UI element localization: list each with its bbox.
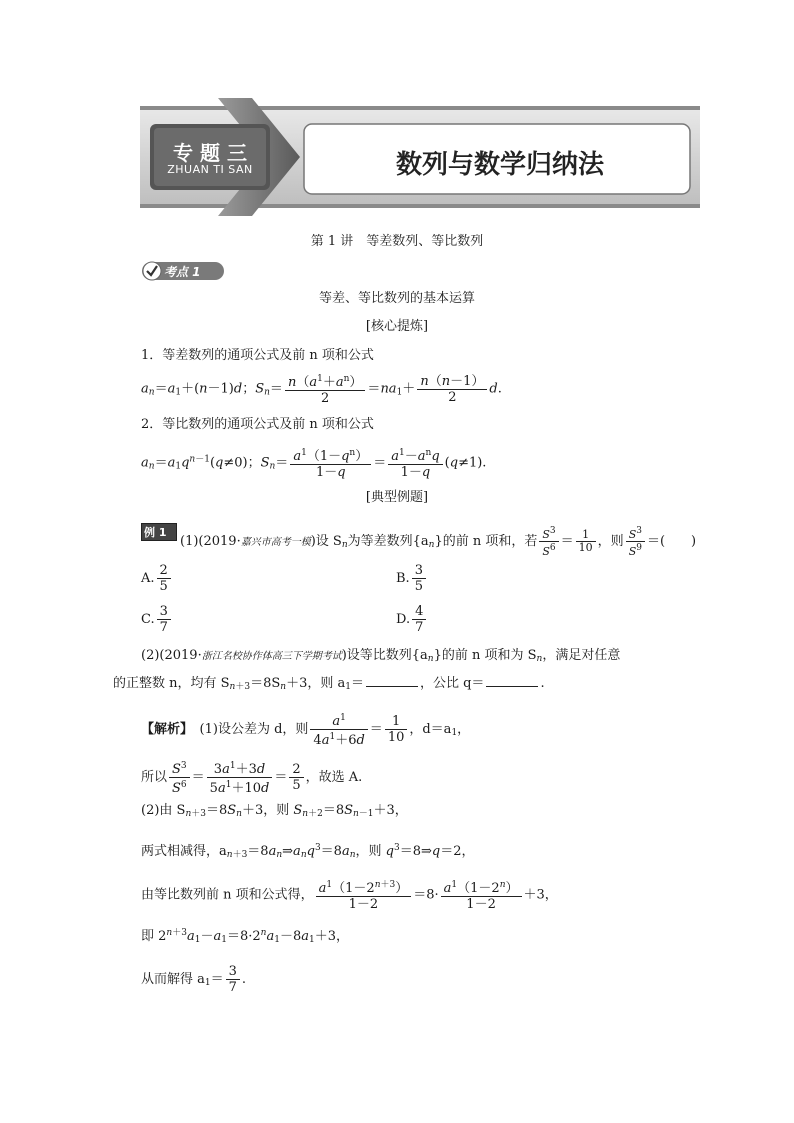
core-label: [核心提炼]	[365, 319, 429, 334]
solution-s1b: ，d＝a	[409, 722, 452, 737]
q2-source: 浙江名校协作体高三下学期考试	[201, 651, 342, 662]
item-1: 1．等差数列的通项公式及前 n 项和公式	[141, 348, 374, 363]
q1-text3: }的前 n 项和，若	[434, 534, 538, 549]
solution-line-3: (2)由 $S_{n+3}=8S_n+3$，则 $S_{n+2}=8S_{n-1}+3$，	[141, 803, 408, 819]
solution-line-1: 【解析】 (1)设公差为 d，则 $\frac{a^1}{4a^1+6d}$ ＝ $\frac{1}{10}$ ，$d=a_1$，	[141, 713, 471, 748]
geo-formula: $a_n=a_1q^{n-1}(q\ne 0)$；$S_n=$ $\frac{a^1(1-q^n)}{1-q}$ ＝ $\frac{a^1-a^nq}{1-q}$ (q≠1).	[141, 448, 487, 480]
q1-text4: ，则	[597, 534, 624, 549]
option-a-letter: A.	[141, 571, 155, 586]
solution-line-2: 所以 $\frac{S^3}{S^6}$ ＝ $\frac{3a^1+3d}{5a^1+10d}$ ＝ $\frac{2}{5}$ ，故选 A.	[141, 761, 363, 796]
option-b-letter: B.	[396, 571, 410, 586]
q2-line2f: .	[540, 676, 545, 691]
solution-s1a: (1)设公差为 d，则	[199, 722, 309, 737]
example-label: [典型例题]	[365, 490, 429, 505]
question-2-line2: 的正整数 n，均有 $S_{n+3}=8S_n+3$，则 $a_1=$ ，公比 q＝ .	[113, 676, 545, 692]
solution-s7a: 从而解得 a	[141, 972, 205, 987]
arith-formula: $a_n=a_1+(n-1)d$；$S_n=$ $\frac{n(a^1+a^n)}{2}$ $=na_1+$ $\frac{n(n-1)}{2}$ d.	[141, 373, 502, 406]
option-d[interactable]: D. $\frac{4}{7}$	[396, 604, 428, 635]
solution-s4: 两式相减得，a	[141, 844, 227, 859]
option-d-letter: D.	[396, 612, 411, 627]
q2-line2e: ，公比 q＝	[419, 676, 485, 691]
topic-pinyin: ZHUAN TI SAN	[167, 163, 253, 176]
kaodian-badge-label: 考点 1	[164, 265, 201, 279]
q2-prefix: (2)(2019·	[141, 648, 202, 663]
answer-blank-a1[interactable]	[366, 675, 418, 687]
solution-label: 【解析】	[141, 722, 187, 737]
option-c-letter: C.	[141, 612, 155, 627]
q1-source: 嘉兴市高考一模	[240, 537, 311, 548]
section-title: 等差、等比数列的基本运算	[318, 291, 475, 306]
q2-text2: }的前 n 项和为 S	[433, 648, 537, 663]
q1-text5: ＝( )	[646, 534, 697, 549]
solution-line-4: 两式相减得，$a_{n+3}=8a_n\Rightarrow a_nq^3=8a_n$，则 $q^3=8\Rightarrow q=2$，	[141, 843, 475, 860]
q1-text2: 为等差数列{a	[347, 534, 429, 549]
topic-label: 专 题 三	[173, 141, 247, 165]
banner-title: 数列与数学归纳法	[395, 150, 604, 180]
q2-line2d: ＝	[350, 676, 364, 691]
q1-text: )设 S	[310, 534, 342, 549]
question-1: (1)(2019·嘉兴市高考一模)设 $S_n$为等差数列$\{a_n\}$的前 n 项和，若 $\frac{S^3}{S^6}$ ＝ $\frac{1}{10}$ ，则 $\frac{S^3}{S^9}$ ＝( )	[180, 526, 697, 558]
q2-line2b: ＝8S	[250, 676, 281, 691]
option-c[interactable]: C. $\frac{3}{7}$	[141, 604, 173, 635]
option-b[interactable]: B. $\frac{3}{5}$	[396, 563, 428, 594]
question-2-line1: (2)(2019·浙江名校协作体高三下学期考试)设等比数列$\{a_n\}$的前 n 项和为 $S_n$，满足对任意	[141, 648, 621, 664]
solution-s3: (2)由 S	[141, 803, 186, 818]
solution-s2a: 所以	[141, 770, 168, 785]
solution-line-6: 即 $2^{n+3}a_1-a_1=8\cdot 2^na_1-8a_1+3$，	[141, 928, 349, 945]
q2-line2c: ＋3，则 a	[286, 676, 346, 691]
q2-line2a: 的正整数 n，均有 S	[113, 676, 230, 691]
q2-text: )设等比数列{a	[341, 648, 428, 663]
lecture-title: 第 1 讲 等差数列、等比数列	[310, 234, 484, 249]
solution-line-7: 从而解得 $a_1=$ $\frac{3}{7}$ .	[141, 964, 247, 995]
answer-blank-q[interactable]	[486, 675, 538, 687]
q1-prefix: (1)(2019·	[180, 534, 241, 549]
example-badge-label: 例 1	[144, 526, 167, 539]
solution-line-5: 由等比数列前 n 项和公式得， $\frac{a^1(1-2^{n+3})}{1-2}$ ＝8· $\frac{a^1(1-2^n)}{1-2}$ ＋3，	[141, 880, 558, 912]
solution-s6: 即 2	[141, 929, 167, 944]
solution-s2b: ，故选 A.	[305, 770, 363, 785]
solution-s5a: 由等比数列前 n 项和公式得，	[141, 887, 314, 903]
item-2: 2．等比数列的通项公式及前 n 项和公式	[141, 417, 374, 432]
q2-text3: ，满足对任意	[542, 648, 621, 663]
option-a[interactable]: A. $\frac{2}{5}$	[141, 563, 173, 594]
